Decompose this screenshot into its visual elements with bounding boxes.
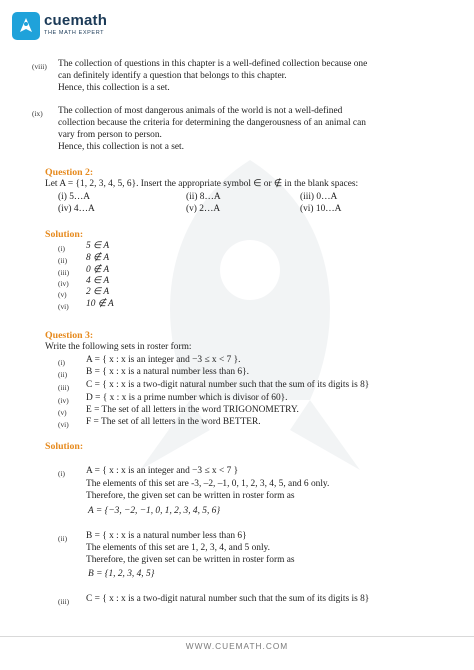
roster-set: A = {−3, −2, −1, 0, 1, 2, 3, 4, 5, 6} xyxy=(88,506,221,516)
question-3-title: Question 3: xyxy=(45,330,94,341)
item-number: (iii) xyxy=(58,268,70,277)
item-number: (iv) xyxy=(58,396,69,405)
item-number: (v) xyxy=(58,408,67,417)
set-definition: A = { x : x is an integer and −3 ≤ x < 7 }. xyxy=(86,355,241,365)
option: (v) 2…A xyxy=(186,204,221,214)
answer: 5 ∈ A xyxy=(86,241,110,251)
solution-title: Solution: xyxy=(45,229,84,240)
set-definition: F = The set of all letters in the word BETTER. xyxy=(86,417,261,427)
brand-name: cuemath xyxy=(44,12,108,29)
option: (i) 5…A xyxy=(58,192,91,202)
item-number: (i) xyxy=(58,358,65,367)
text-line: collection because the criteria for determining the dangerousness of an animal can xyxy=(58,118,366,128)
text-line: The elements of this set are -3, –2, –1, 0, 1, 2, 3, 4, 5, and 6 only. xyxy=(86,479,330,489)
question-3-prompt: Write the following sets in roster form: xyxy=(45,342,192,352)
set-definition: E = The set of all letters in the word TRIGONOMETRY. xyxy=(86,405,299,415)
item-number: (iv) xyxy=(58,279,69,288)
item-number: (i) xyxy=(58,244,65,253)
item-number: (ii) xyxy=(58,370,68,379)
solution-title: Solution: xyxy=(45,441,84,452)
text-line: The elements of this set are 1, 2, 3, 4, and 5 only. xyxy=(86,543,270,553)
answer: 2 ∈ A xyxy=(86,287,110,297)
item-number: (vi) xyxy=(58,420,69,429)
brand-tagline: THE MATH EXPERT xyxy=(44,30,105,36)
text-line: A = { x : x is an integer and −3 ≤ x < 7 } xyxy=(86,466,239,476)
item-number: (i) xyxy=(58,469,65,478)
set-definition: C = { x : x is a two-digit natural number such that the sum of its digits is 8} xyxy=(86,380,370,390)
footer-divider xyxy=(0,636,474,637)
item-number: (ii) xyxy=(58,256,68,265)
item-number: (iii) xyxy=(58,597,70,606)
item-number: (iii) xyxy=(58,383,70,392)
text-line: B = { x : x is a natural number less than 6} xyxy=(86,531,247,541)
option: (iv) 4…A xyxy=(58,204,95,214)
answer: 4 ∈ A xyxy=(86,276,110,286)
footer-url[interactable]: WWW.CUEMATH.COM xyxy=(185,641,289,651)
item-number: (vi) xyxy=(58,302,69,311)
option: (ii) 8…A xyxy=(186,192,221,202)
text-line: Hence, this collection is a set. xyxy=(58,83,170,93)
set-definition: B = { x : x is a natural number less than 6}. xyxy=(86,367,249,377)
text-line: Hence, this collection is not a set. xyxy=(58,142,185,152)
answer: 8 ∉ A xyxy=(86,253,110,263)
text-line: The collection of questions in this chapter is a well-defined collection because one xyxy=(58,59,368,69)
item-number: (ii) xyxy=(58,534,68,543)
question-2-title: Question 2: xyxy=(45,167,94,178)
roster-set: B = {1, 2, 3, 4, 5} xyxy=(88,569,155,579)
item-number: (viii) xyxy=(32,62,47,71)
item-number: (ix) xyxy=(32,109,43,118)
text-line: Therefore, the given set can be written in roster form as xyxy=(86,555,295,565)
text-line: can definitely identify a question that belongs to this chapter. xyxy=(58,71,287,81)
item-number: (v) xyxy=(58,290,67,299)
option: (vi) 10…A xyxy=(300,204,342,214)
text-line: C = { x : x is a two-digit natural number such that the sum of its digits is 8} xyxy=(86,594,370,604)
text-line: vary from person to person. xyxy=(58,130,162,140)
answer: 10 ∉ A xyxy=(86,299,114,309)
text-line: The collection of most dangerous animals of the world is not a well-defined xyxy=(58,106,343,116)
answer: 0 ∉ A xyxy=(86,265,110,275)
text-line: Therefore, the given set can be written in roster form as xyxy=(86,491,295,501)
question-2-prompt: Let A = {1, 2, 3, 4, 5, 6}. Insert the appropriate symbol ∈ or ∉ in the blank spaces: xyxy=(45,179,359,189)
set-definition: D = { x : x is a prime number which is divisor of 60}. xyxy=(86,393,288,403)
option: (iii) 0…A xyxy=(300,192,338,202)
